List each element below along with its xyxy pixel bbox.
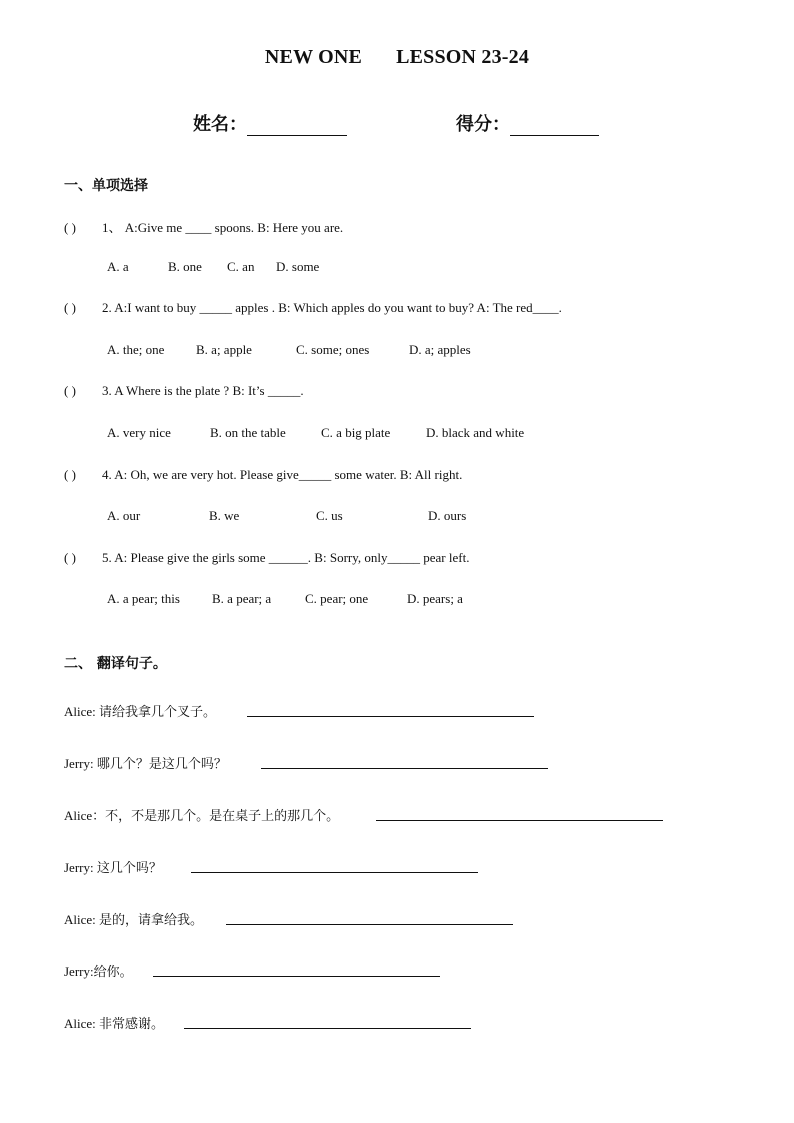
translation-item-3 [64,805,339,824]
option-d: D. black and white [426,425,525,440]
answer-line-7[interactable] [184,1028,471,1029]
speaker: Alice： [64,808,106,823]
question-text: 2. A:I want to buy _____ apples . B: Which apples do you want to buy? A: The red____. [102,300,562,315]
option-b: B. on the table [210,425,286,440]
score-field [456,110,599,136]
speaker: Alice: [64,704,100,719]
name-field [193,110,347,136]
question-text: 1、 A:Give me ____ spoons. B: Here you are. [102,220,344,235]
option-b: B. a; apple [196,342,252,357]
option-a: A. the; one [107,342,165,357]
option-b: B. one [168,259,202,274]
option-d: D. a; apples [409,342,471,357]
question-3 [64,383,304,399]
option-c: C. us [316,508,343,523]
translation-item-4 [64,857,162,876]
answer-blank[interactable]: ( ) [64,550,76,565]
translation-item-6 [64,961,133,980]
score-blank[interactable] [510,117,599,136]
speaker: Alice: [64,912,100,927]
sentence: 这几个吗？ [96,861,162,876]
question-text: 3. A Where is the plate ? B: It’s _____. [102,383,304,398]
translation-item-7 [64,1013,164,1032]
answer-blank[interactable]: ( ) [64,383,76,398]
answer-line-5[interactable] [226,924,513,925]
sentence: 哪几个？是这几个吗？ [96,757,227,772]
answer-line-3[interactable] [376,820,663,821]
translation-item-2 [64,753,227,772]
option-d: D. ours [428,508,467,523]
speaker: Jerry: [64,964,94,979]
score-label: 得分： [456,114,510,134]
option-c: C. pear; one [305,591,369,606]
translation-item-5 [64,909,203,928]
worksheet-title [0,46,794,69]
sentence: 请给我拿几个叉子。 [99,705,217,720]
answer-line-2[interactable] [261,768,548,769]
option-a: A. a pear; this [107,591,180,606]
speaker: Jerry: [64,860,97,875]
translation-item-1 [64,701,216,720]
answer-line-6[interactable] [153,976,440,977]
title-lesson: LESSON 23-24 [396,46,530,68]
option-a: A. our [107,508,141,523]
title-book: NEW ONE [264,46,363,68]
option-c: C. some; ones [296,342,370,357]
answer-line-4[interactable] [191,872,478,873]
sentence: 给你。 [93,965,133,980]
answer-blank[interactable]: ( ) [64,467,76,482]
option-a: A. a [107,259,129,274]
question-text: 4. A: Oh, we are very hot. Please give_____ some water. B: All right. [102,467,463,482]
answer-blank[interactable]: ( ) [64,300,76,315]
speaker: Jerry: [64,756,97,771]
answer-blank[interactable]: ( ) [64,220,76,235]
question-2 [64,300,562,316]
question-text: 5. A: Please give the girls some ______. B: Sorry, only_____ pear left. [102,550,470,565]
name-blank[interactable] [247,117,347,136]
sentence: 非常感谢。 [99,1017,165,1032]
name-label: 姓名： [193,114,247,134]
option-d: D. some [276,259,320,274]
option-d: D. pears; a [407,591,463,606]
question-4 [64,467,462,483]
question-5 [64,550,469,566]
speaker: Alice: [64,1016,100,1031]
option-c: C. a big plate [321,425,391,440]
question-1 [64,217,343,236]
option-b: B. a pear; a [212,591,272,606]
option-b: B. we [209,508,240,523]
answer-line-1[interactable] [247,716,534,717]
option-c: C. an [227,259,255,274]
section-translation-heading: 二、 翻译句子。 [64,656,167,672]
sentence: 不，不是那几个。是在桌子上的那几个。 [105,809,340,824]
sentence: 是的，请拿给我。 [99,913,204,928]
option-a: A. very nice [107,425,171,440]
section-multiple-choice-heading: 一、单项选择 [64,178,148,194]
